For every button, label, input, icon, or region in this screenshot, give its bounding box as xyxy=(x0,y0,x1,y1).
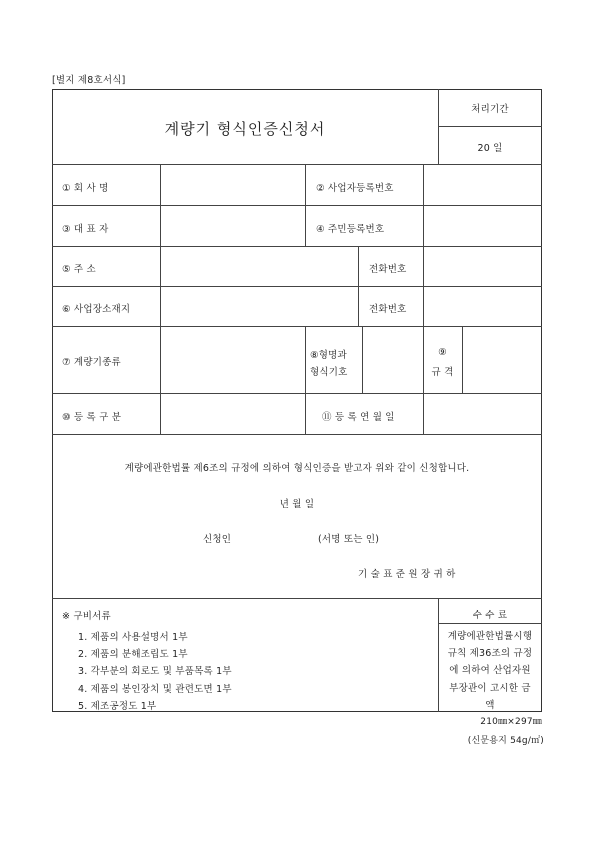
address-field[interactable] xyxy=(162,248,356,284)
divider xyxy=(423,246,424,326)
attachments-heading: ※ 구비서류 xyxy=(62,611,111,622)
phone-label: 전화번호 xyxy=(369,304,407,315)
workplace-phone-field[interactable] xyxy=(425,288,540,324)
attachment-item: 3. 각부분의 회로도 및 부품목록 1부 xyxy=(78,666,232,677)
fee-text-line: 액 xyxy=(485,700,495,711)
form-number-label: [별지 제8호서식] xyxy=(52,75,126,86)
company-name-label: ① 회 사 명 xyxy=(62,183,109,194)
workplace-label: ⑥ 사업장소재지 xyxy=(62,304,131,315)
fee-heading: 수 수 료 xyxy=(472,610,508,621)
applicant-name-field[interactable] xyxy=(240,526,314,544)
attachment-item: 1. 제품의 사용설명서 1부 xyxy=(78,632,188,643)
registration-date-field[interactable] xyxy=(425,395,540,432)
fee-text-line: 규칙 제36조의 규정 xyxy=(447,648,533,659)
processing-period-value: 20 일 xyxy=(477,143,503,154)
divider xyxy=(52,286,542,287)
phone-label: 전화번호 xyxy=(369,264,407,275)
model-name-label: ⑧형명과 xyxy=(310,350,347,361)
meter-type-label: ⑦ 계량기종류 xyxy=(62,357,121,368)
divider xyxy=(52,205,542,206)
registration-date-label: ⑪ 등 록 연 월 일 xyxy=(322,412,395,423)
fee-text-line: 계량에관한법률시행 xyxy=(447,631,533,642)
meter-type-field[interactable] xyxy=(162,328,303,391)
divider xyxy=(52,164,542,165)
applicant-label: 신청인 xyxy=(203,534,232,545)
attachment-item: 4. 제품의 봉인장치 및 관련도면 1부 xyxy=(78,684,232,695)
divider xyxy=(462,326,463,393)
registration-class-label: ⑩ 등 록 구 분 xyxy=(62,412,122,423)
fee-text-line: 부장관이 고시한 금 xyxy=(449,683,531,694)
model-name-field[interactable] xyxy=(364,328,421,391)
divider xyxy=(52,326,542,327)
company-name-field[interactable] xyxy=(162,166,303,203)
spec-field[interactable] xyxy=(464,328,540,391)
declaration-statement: 계량에관한법률 제6조의 규정에 의하여 형식인증을 받고자 위와 같이 신청합니다. xyxy=(124,463,470,474)
signature-label: (서명 또는 인) xyxy=(318,534,380,545)
divider xyxy=(160,164,161,434)
divider xyxy=(52,393,542,394)
divider xyxy=(305,326,306,393)
representative-field[interactable] xyxy=(162,207,303,244)
spec-label: 규 격 xyxy=(431,367,454,378)
divider xyxy=(52,246,542,247)
attachment-item: 2. 제품의 분해조립도 1부 xyxy=(78,649,188,660)
paper-size-label: 210㎜×297㎜ xyxy=(480,717,542,727)
resident-reg-no-label: ④ 주민등록번호 xyxy=(316,224,385,235)
divider xyxy=(423,393,424,434)
model-code-label: 형식기호 xyxy=(310,367,348,378)
address-label: ⑤ 주 소 xyxy=(62,264,96,275)
divider xyxy=(423,326,424,393)
date-line: 년 월 일 xyxy=(279,499,315,510)
divider xyxy=(438,623,542,624)
business-reg-no-field[interactable] xyxy=(425,166,540,203)
spec-number: ⑨ xyxy=(438,347,447,358)
registration-class-field[interactable] xyxy=(162,395,303,432)
fee-text-line: 에 의하여 산업자원 xyxy=(449,665,531,676)
paper-type-label: (신문용지 54g/㎡) xyxy=(467,736,544,746)
recipient-label: 기 술 표 준 원 장 귀 하 xyxy=(358,569,456,580)
form-title: 계량기 형식인증신청서 xyxy=(164,120,326,138)
attachment-item: 5. 제조공정도 1부 xyxy=(78,701,157,712)
divider xyxy=(305,393,306,434)
divider xyxy=(305,164,306,246)
workplace-field[interactable] xyxy=(162,288,356,324)
divider xyxy=(358,246,359,326)
divider xyxy=(438,126,542,127)
divider xyxy=(362,326,363,393)
address-phone-field[interactable] xyxy=(425,248,540,284)
processing-period-label: 처리기간 xyxy=(471,104,509,115)
business-reg-no-label: ② 사업자등록번호 xyxy=(316,183,394,194)
divider xyxy=(52,598,542,599)
divider xyxy=(52,434,542,435)
resident-reg-no-field[interactable] xyxy=(425,207,540,244)
representative-label: ③ 대 표 자 xyxy=(62,224,109,235)
divider xyxy=(423,164,424,246)
